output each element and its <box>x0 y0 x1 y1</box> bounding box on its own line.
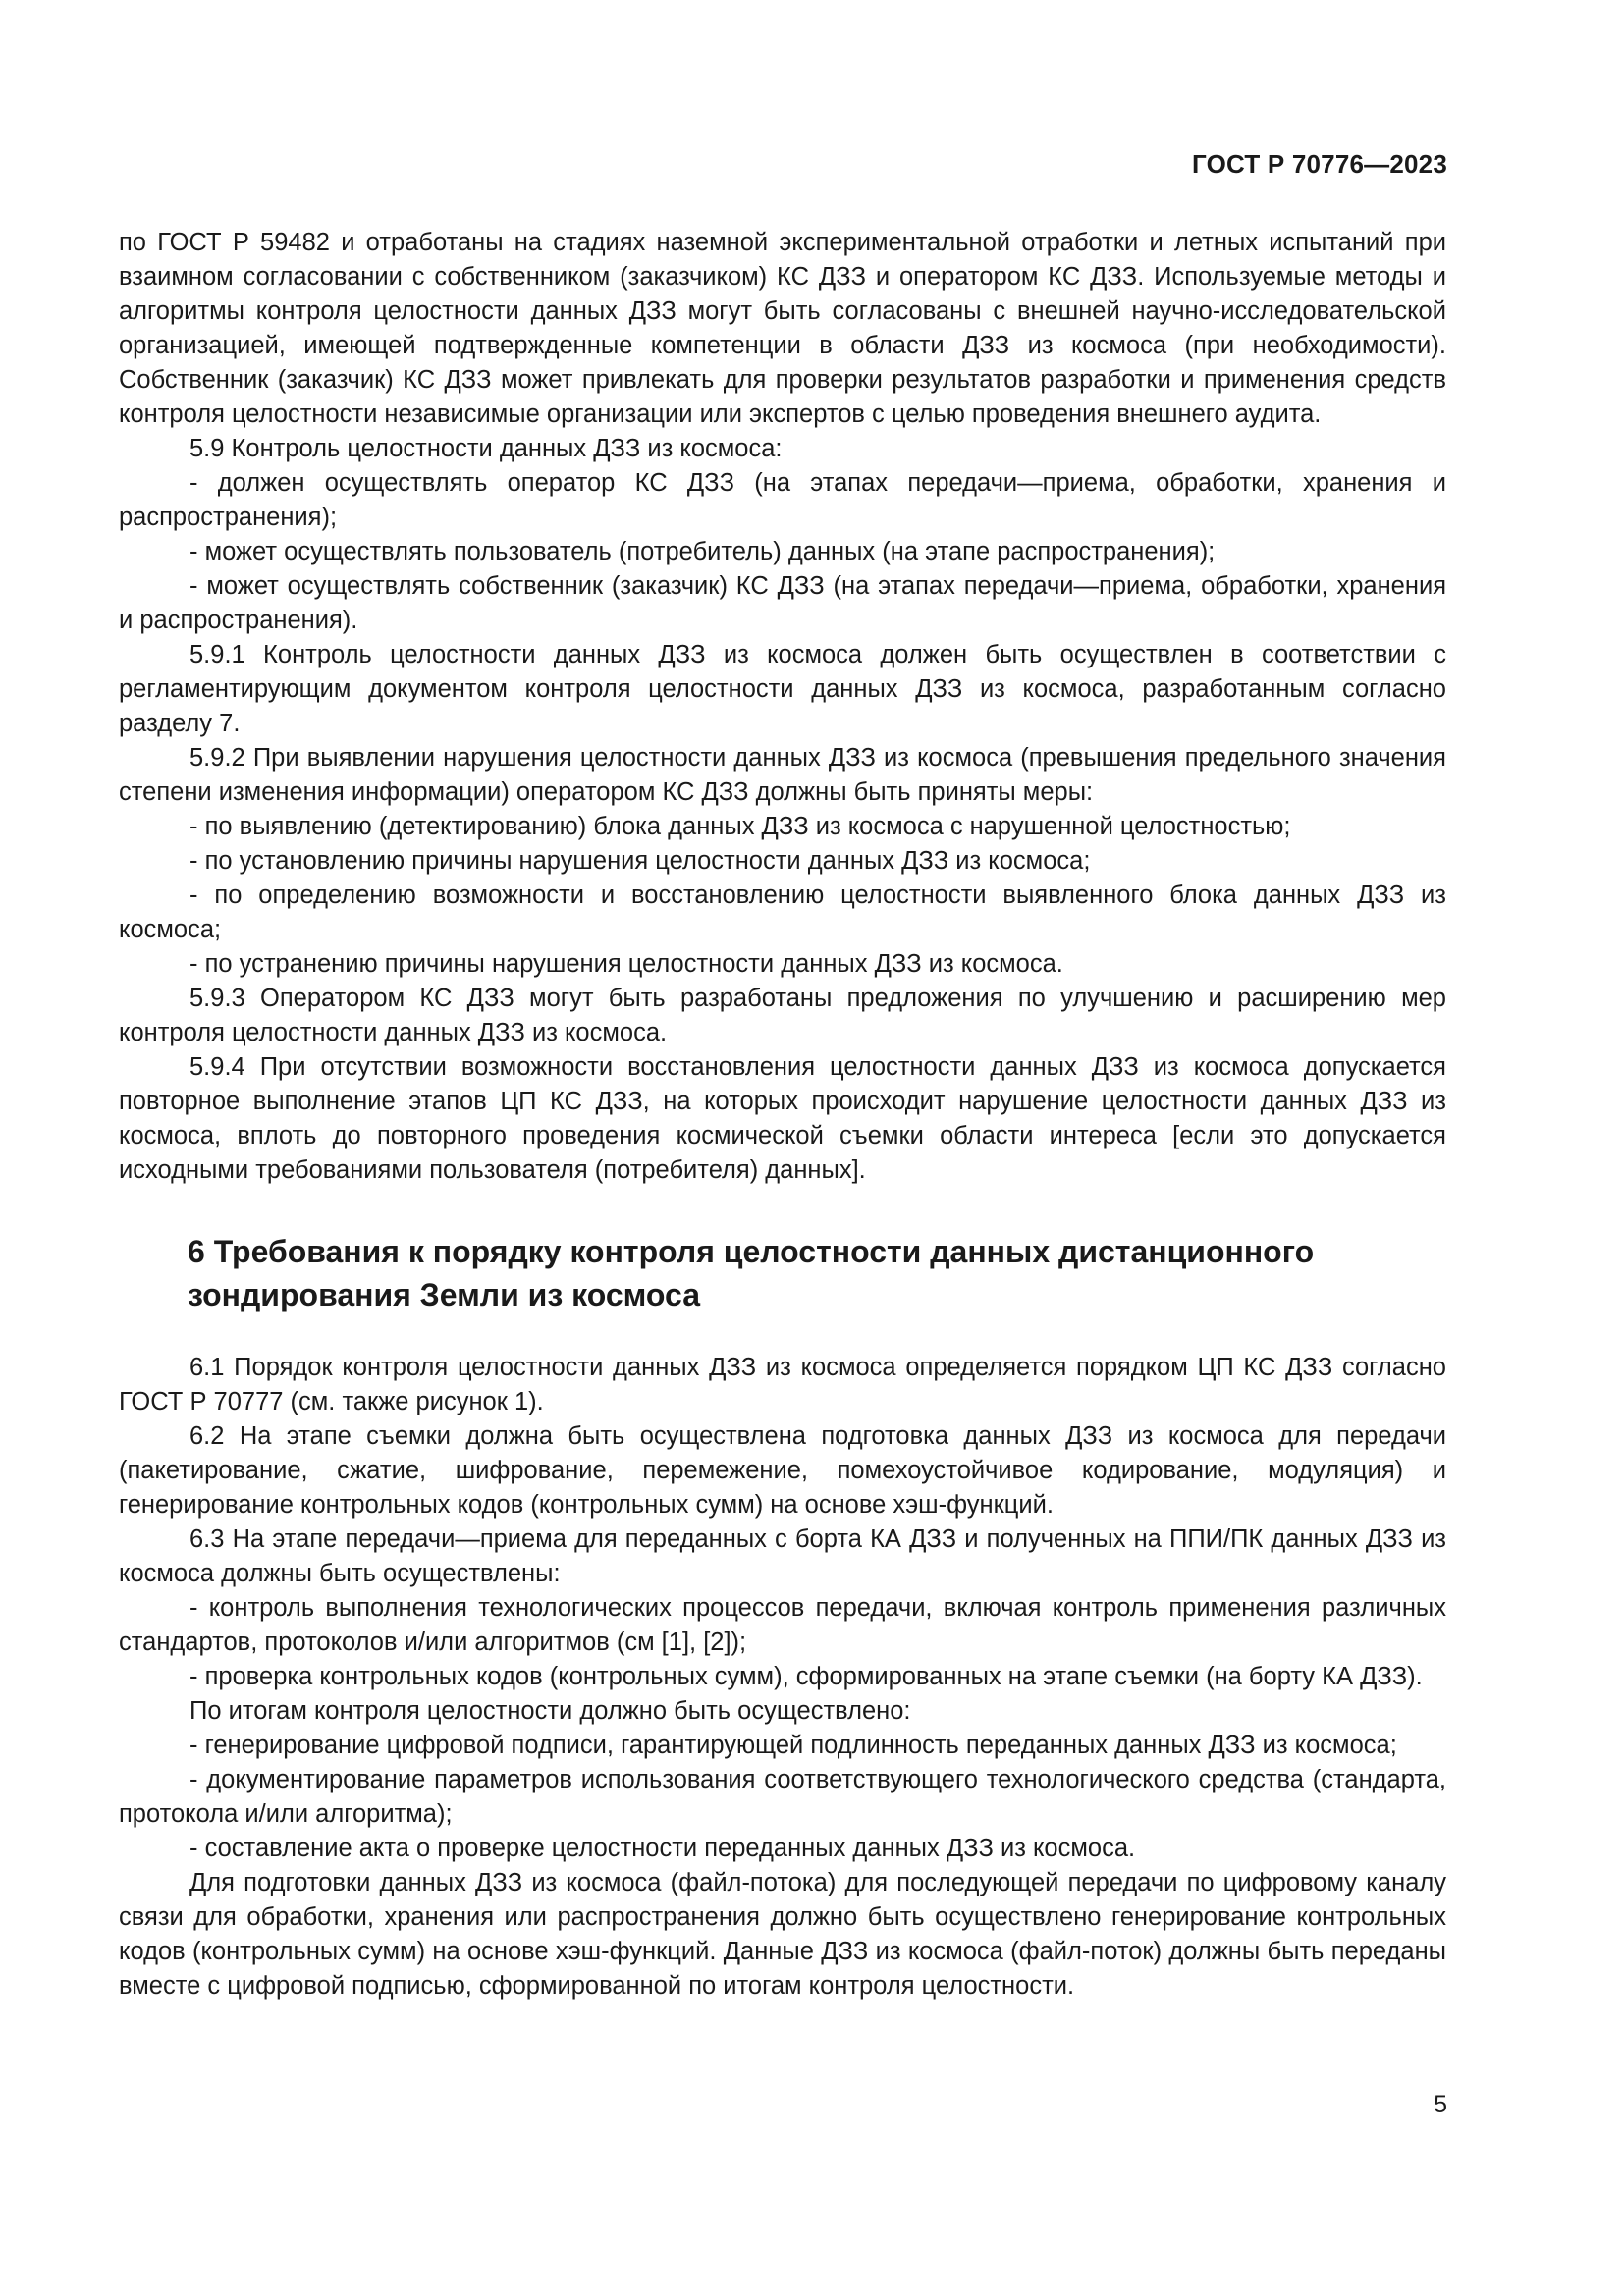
section-6-heading: 6 Требования к порядку контроля целостности данных дистанционного зондирования Земли из космоса <box>188 1234 1315 1312</box>
clause-5-9-1: 5.9.1 Контроль целостности данных ДЗЗ из космоса должен быть осуществлен в соответствии с регламентирующим документом контроля целостности данных ДЗЗ из космоса, разработанным согласно разделу 7. <box>119 641 1446 737</box>
clause-5-9-item: - должен осуществлять оператор КС ДЗЗ (на этапах передачи—приема, обработки, хранения и распространения); <box>119 469 1446 531</box>
clause-5-9-intro: 5.9 Контроль целостности данных ДЗЗ из космоса: <box>189 435 783 462</box>
clause-5-9-item: - может осуществлять пользователь (потребитель) данных (на этапе распространения); <box>189 538 1216 565</box>
clause-6-1: 6.1 Порядок контроля целостности данных ДЗЗ из космоса определяется порядком ЦП КС ДЗЗ согласно ГОСТ Р 70777 (см. также рисунок 1). <box>119 1354 1446 1415</box>
clause-6-3-item: - контроль выполнения технологических процессов передачи, включая контроль применения различных стандартов, протоколов и/или алгоритмов (см [1], [2]); <box>119 1594 1446 1656</box>
standard-code-header: ГОСТ Р 70776—2023 <box>1192 149 1447 179</box>
continuation-paragraph: по ГОСТ Р 59482 и отработаны на стадиях наземной экспериментальной отработки и летных испытаний при взаимном согласовании с собственником (заказчиком) КС ДЗЗ и оператором КС ДЗЗ. Используемые методы и алгоритмы контроля целостности данных ДЗЗ могут быть согласованы с внешней научно-исследовательской организацией, имеющей подтвержденные компетенции в области ДЗЗ из космоса (при необходимости). Собственник (заказчик) КС ДЗЗ может привлекать для проверки результатов разработки и применения средств контроля целостности независимые организации или экспертов с целью проведения внешнего аудита. <box>119 229 1446 428</box>
clause-6-3-result-item: - генерирование цифровой подписи, гарантирующей подлинность переданных данных ДЗЗ из космоса; <box>189 1732 1397 1759</box>
clause-5-9-2-item: - по определению возможности и восстановлению целостности выявленного блока данных ДЗЗ из космоса; <box>119 881 1446 943</box>
clause-6-3-final: Для подготовки данных ДЗЗ из космоса (файл-потока) для последующей передачи по цифровому каналу связи для обработки, хранения или распространения должно быть осуществлено генерирование контрольных кодов (контрольных сумм) на основе хэш-функций. Данные ДЗЗ из космоса (файл-поток) должны быть переданы вместе с цифровой подписью, сформированной по итогам контроля целостности. <box>119 1869 1446 2000</box>
clause-6-3-result-item: - составление акта о проверке целостности переданных данных ДЗЗ из космоса. <box>189 1835 1136 1862</box>
clause-6-2: 6.2 На этапе съемки должна быть осуществлена подготовка данных ДЗЗ из космоса для передачи (пакетирование, сжатие, шифрование, перемежение, помехоустойчивое кодирование, модуляция) и генерирование контрольных кодов (контрольных сумм) на основе хэш-функций. <box>119 1422 1446 1519</box>
clause-5-9-4: 5.9.4 При отсутствии возможности восстановления целостности данных ДЗЗ из космоса допускается повторное выполнение этапов ЦП КС ДЗЗ, на которых происходит нарушение целостности данных ДЗЗ из космоса, вплоть до повторного проведения космической съемки области интереса [если это допускается исходными требованиями пользователя (потребителя) данных]. <box>119 1053 1446 1184</box>
clause-5-9-3: 5.9.3 Оператором КС ДЗЗ могут быть разработаны предложения по улучшению и расширению мер контроля целостности данных ДЗЗ из космоса. <box>119 985 1446 1046</box>
clause-6-3-intro: 6.3 На этапе передачи—приема для переданных с борта КА ДЗЗ и полученных на ППИ/ПК данных ДЗЗ из космоса должны быть осуществлены: <box>119 1525 1446 1587</box>
page-number: 5 <box>1434 2091 1447 2118</box>
document-body <box>119 226 1446 2003</box>
clause-5-9-2-intro: 5.9.2 При выявлении нарушения целостности данных ДЗЗ из космоса (превышения предельного значения степени изменения информации) оператором КС ДЗЗ должны быть приняты меры: <box>119 744 1446 806</box>
clause-6-3-result-item: - документирование параметров использования соответствующего технологического средства (стандарта, протокола и/или алгоритма); <box>119 1766 1446 1828</box>
clause-5-9-2-item: - по выявлению (детектированию) блока данных ДЗЗ из космоса с нарушенной целостностью; <box>189 813 1291 840</box>
clause-5-9-item: - может осуществлять собственник (заказчик) КС ДЗЗ (на этапах передачи—приема, обработки, хранения и распространения). <box>119 572 1446 634</box>
clause-6-3-results-intro: По итогам контроля целостности должно быть осуществлено: <box>189 1697 911 1725</box>
clause-5-9-2-item: - по устранению причины нарушения целостности данных ДЗЗ из космоса. <box>189 950 1063 978</box>
clause-6-3-item: - проверка контрольных кодов (контрольных сумм), сформированных на этапе съемки (на борту КА ДЗЗ). <box>189 1663 1423 1690</box>
clause-5-9-2-item: - по установлению причины нарушения целостности данных ДЗЗ из космоса; <box>189 847 1091 875</box>
